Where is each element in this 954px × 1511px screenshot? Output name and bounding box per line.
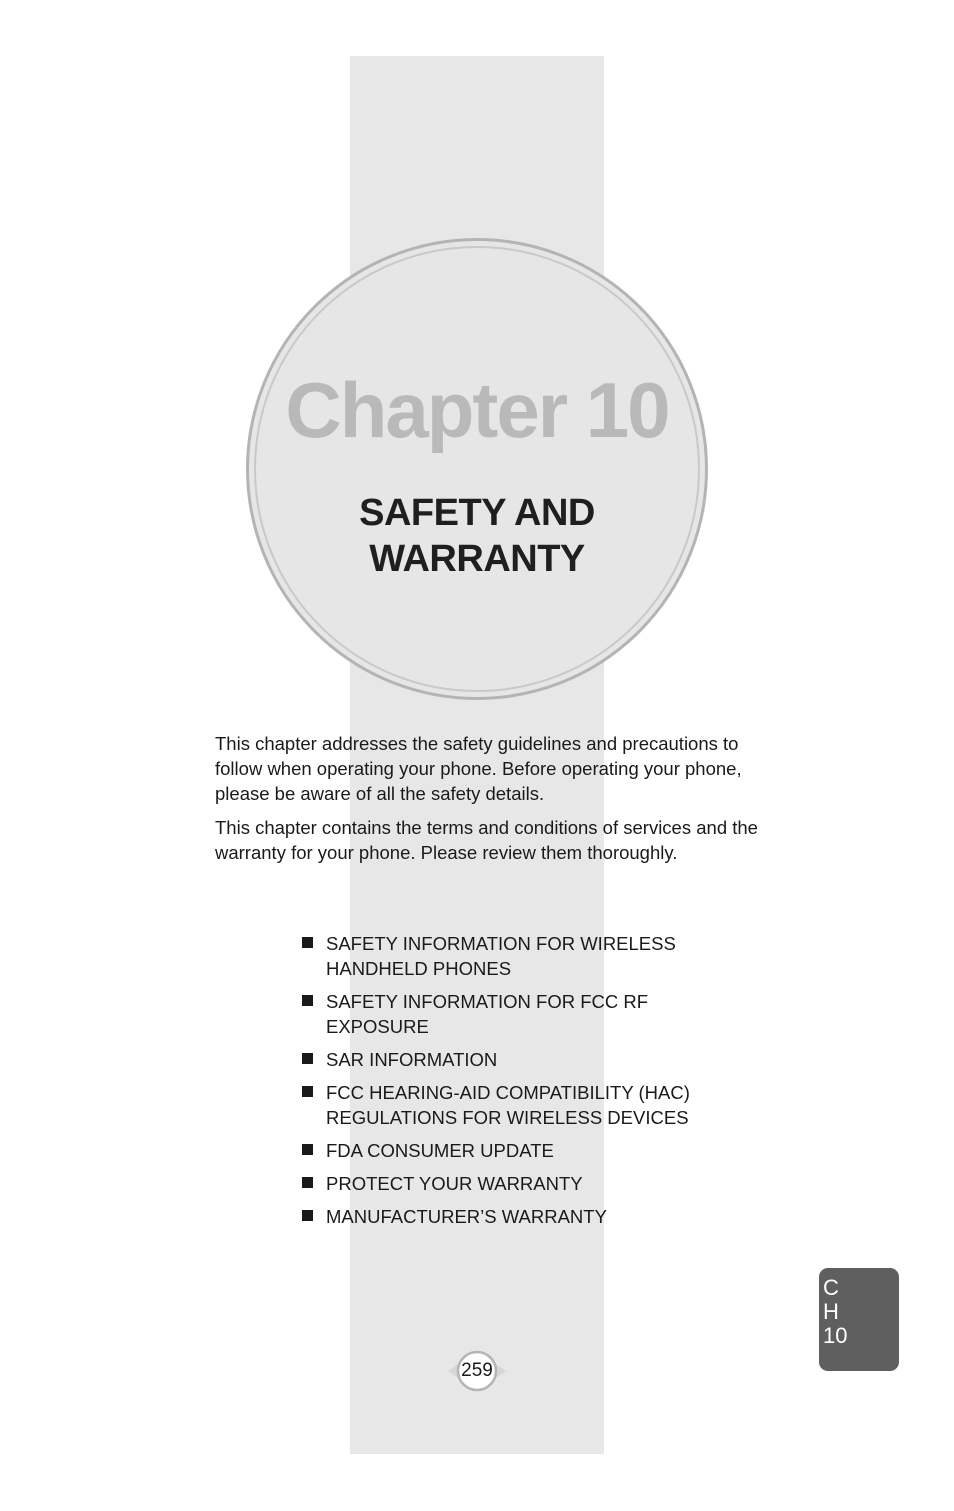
chapter-tab-line2: H — [823, 1299, 839, 1324]
square-bullet-icon — [302, 1210, 313, 1221]
chapter-subtitle-line1: SAFETY AND — [359, 492, 595, 534]
chapter-subtitle-line2: WARRANTY — [369, 538, 585, 580]
list-item — [300, 1171, 730, 1196]
chapter-subtitle — [300, 490, 654, 582]
list-item — [300, 1138, 730, 1163]
list-item — [300, 931, 730, 981]
chapter-tab-line1: C — [823, 1275, 839, 1300]
intro-paragraph: This chapter addresses the safety guidelines and precautions to follow when operating your phone. Before operating your phone, please be aware of all the safety details. — [215, 733, 742, 804]
list-item-label: SAFETY INFORMATION FOR FCC RF EXPOSURE — [326, 991, 649, 1037]
intro-text — [215, 731, 760, 874]
chapter-tab — [819, 1268, 899, 1371]
list-item — [300, 1047, 730, 1072]
page-number: 259 — [461, 1360, 493, 1381]
chapter-circle-inner-ring — [254, 246, 700, 692]
square-bullet-icon — [302, 1144, 313, 1155]
square-bullet-icon — [302, 1177, 313, 1188]
page-number-badge — [446, 1350, 508, 1392]
list-item-label: SAFETY INFORMATION FOR WIRELESS HANDHELD PHONES — [326, 933, 676, 979]
list-item — [300, 1204, 730, 1229]
intro-paragraph: This chapter contains the terms and conditions of services and the warranty for your phone. Please review them thoroughly. — [215, 817, 758, 863]
chapter-contents-list — [300, 931, 730, 1237]
list-item-label: FDA CONSUMER UPDATE — [326, 1140, 554, 1161]
chapter-title: Chapter 10 — [285, 366, 669, 454]
list-item — [300, 989, 730, 1039]
square-bullet-icon — [302, 1086, 313, 1097]
square-bullet-icon — [302, 1053, 313, 1064]
square-bullet-icon — [302, 995, 313, 1006]
list-item-label: PROTECT YOUR WARRANTY — [326, 1173, 583, 1194]
list-item-label: SAR INFORMATION — [326, 1049, 498, 1070]
chapter-tab-line3: 10 — [823, 1323, 848, 1348]
list-item-label: FCC HEARING-AID COMPATIBILITY (HAC) REGULATIONS FOR WIRELESS DEVICES — [326, 1082, 690, 1128]
list-item — [300, 1080, 730, 1130]
list-item-label: MANUFACTURER’S WARRANTY — [326, 1206, 607, 1227]
square-bullet-icon — [302, 937, 313, 948]
